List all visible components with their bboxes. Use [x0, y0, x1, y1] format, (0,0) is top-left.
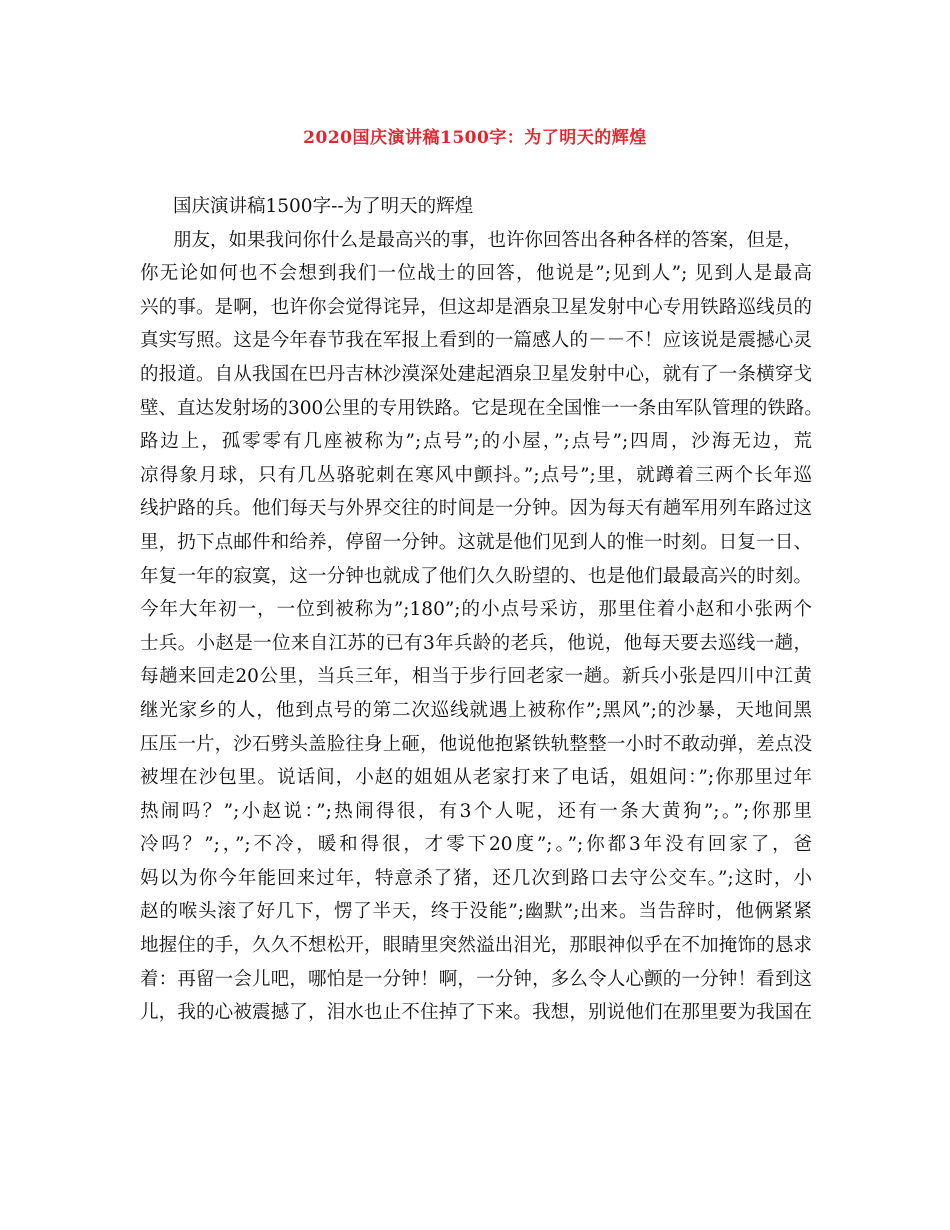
paragraph-line: 兴的事。是啊，也许你会觉得诧异，但这却是酒泉卫星发射中心专用铁路巡线员的 [140, 296, 812, 318]
paragraph-line: 士兵。小赵是一位来自江苏的已有3年兵龄的老兵，他说，他每天要去巡线一趟， [140, 632, 812, 654]
paragraph-line: 你无论如何也不会想到我们一位战士的回答，他说是”;见到人”; 见到人是最高 [140, 263, 812, 285]
paragraph-line: 儿，我的心被震撼了，泪水也止不住掉了下来。我想，别说他们在那里要为我国在 [140, 1002, 812, 1024]
paragraph-line: 凉得象月球，只有几丛骆驼刺在寒风中颤抖。”;点号”;里，就蹲着三两个长年巡 [140, 464, 812, 486]
paragraph-line: 冷吗？”;，”;不冷，暖和得很，才零下20度”;。”;你都3年没有回家了，爸 [140, 834, 812, 856]
paragraph-line: 路边上，孤零零有几座被称为”;点号”;的小屋，”;点号”;四周，沙海无边，荒 [140, 431, 812, 453]
paragraph-line: 每趟来回走20公里，当兵三年，相当于步行回老家一趟。新兵小张是四川中江黄 [140, 666, 812, 688]
paragraph-line: 的报道。自从我国在巴丹吉林沙漠深处建起酒泉卫星发射中心，就有了一条横穿戈 [140, 363, 812, 385]
paragraph-line: 朋友，如果我问你什么是最高兴的事，也许你回答出各种各样的答案，但是， [173, 229, 803, 251]
paragraph-line: 压压一片，沙石劈头盖脸往身上砸，他说他抱紧铁轨整整一小时不敢动弹，差点没 [140, 733, 812, 755]
document-title: 2020国庆演讲稿1500字：为了明天的辉煌 [303, 128, 647, 148]
paragraph-line: 继光家乡的人，他到点号的第二次巡线就遇上被称作”;黑风”;的沙暴，天地间黑 [140, 699, 812, 721]
paragraph-line: 着：再留一会儿吧，哪怕是一分钟！啊，一分钟，多么令人心颤的一分钟！看到这 [140, 968, 812, 990]
paragraph-line: 壁、直达发射场的300公里的专用铁路。它是现在全国惟一一条由军队管理的铁路。 [140, 397, 823, 419]
paragraph-line: 赵的喉头滚了好几下，愣了半天，终于没能”;幽默”;出来。当告辞时，他俩紧紧 [140, 901, 812, 923]
paragraph-line: 妈以为你今年能回来过年，特意杀了猪，还几次到路口去守公交车。”;这时，小 [140, 867, 812, 889]
paragraph-line: 地握住的手，久久不想松开，眼睛里突然溢出泪光，那眼神似乎在不加掩饰的恳求 [140, 935, 812, 957]
document-body [140, 190, 823, 1030]
document-subtitle: 国庆演讲稿1500字--为了明天的辉煌 [173, 196, 474, 217]
paragraph-line: 线护路的兵。他们每天与外界交往的时间是一分钟。因为每天有趟军用列车路过这 [140, 498, 812, 520]
paragraph-line: 年复一年的寂寞，这一分钟也就成了他们久久盼望的、也是他们最最高兴的时刻。 [140, 565, 812, 587]
paragraph-line: 真实写照。这是今年春节我在军报上看到的一篇感人的－－不！应该说是震撼心灵 [140, 330, 812, 352]
paragraph-line: 热闹吗？”;小赵说：”;热闹得很，有3个人呢，还有一条大黄狗”;。”;你那里 [140, 800, 812, 822]
paragraph-line: 今年大年初一，一位到被称为”;180”;的小点号采访，那里住着小赵和小张两个 [140, 599, 812, 621]
paragraph-line: 里，扔下点邮件和给养，停留一分钟。这就是他们见到人的惟一时刻。日复一日、 [140, 531, 812, 553]
paragraph-line: 被埋在沙包里。说话间，小赵的姐姐从老家打来了电话，姐姐问：”;你那里过年 [140, 767, 812, 789]
